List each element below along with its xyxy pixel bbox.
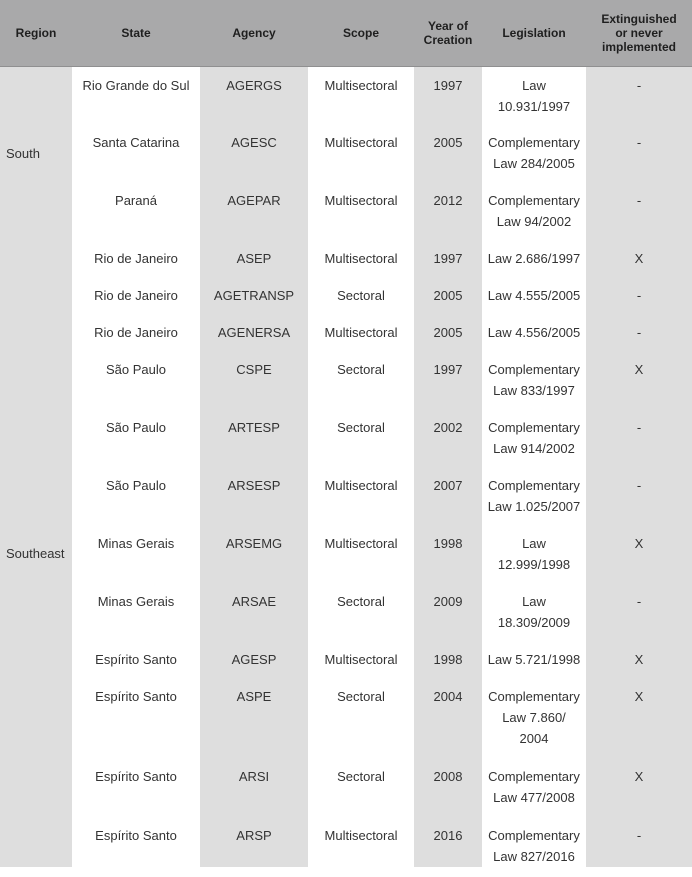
legislation-cell — [482, 66, 586, 124]
table-row — [0, 641, 692, 678]
table-body — [0, 66, 692, 867]
agency-cell: AGESP — [200, 641, 308, 678]
year-cell: 1997 — [414, 66, 482, 124]
year-cell: 2005 — [414, 124, 482, 182]
agency-cell: AGETRANSP — [200, 277, 308, 314]
year-cell: 1998 — [414, 525, 482, 583]
state-cell: São Paulo — [72, 467, 200, 525]
state-cell: Rio de Janeiro — [72, 314, 200, 351]
state-cell: Espírito Santo — [72, 641, 200, 678]
legislation-line: Complementary — [488, 478, 580, 493]
year-cell: 2005 — [414, 314, 482, 351]
scope-cell: Multisectoral — [308, 124, 414, 182]
legislation-line: 2004 — [519, 731, 549, 746]
state-cell: Santa Catarina — [72, 124, 200, 182]
extinguished-cell: - — [586, 467, 692, 525]
agency-cell: ARSI — [200, 758, 308, 817]
year-cell: 2009 — [414, 583, 482, 641]
year-cell: 2004 — [414, 678, 482, 758]
table-row — [0, 240, 692, 277]
agency-cell: ARSP — [200, 817, 308, 867]
extinguished-cell: - — [586, 277, 692, 314]
agency-cell: ARSAE — [200, 583, 308, 641]
scope-cell: Sectoral — [308, 409, 414, 467]
legislation-line: 18.309/2009 — [497, 615, 571, 630]
legislation-line: Law 4.556/2005 — [487, 325, 581, 340]
extinguished-cell: - — [586, 66, 692, 124]
header-legislation: Legislation — [482, 0, 586, 66]
scope-cell: Sectoral — [308, 351, 414, 409]
year-cell: 2012 — [414, 182, 482, 240]
extinguished-cell: - — [586, 314, 692, 351]
table-row — [0, 409, 692, 467]
header-year — [414, 0, 482, 66]
header-state: State — [72, 0, 200, 66]
scope-cell: Multisectoral — [308, 525, 414, 583]
legislation-cell — [482, 467, 586, 525]
scope-cell: Sectoral — [308, 678, 414, 758]
extinguished-cell: - — [586, 182, 692, 240]
legislation-line: Complementary — [488, 135, 580, 150]
legislation-cell — [482, 758, 586, 817]
legislation-line: Complementary — [488, 420, 580, 435]
table-header — [0, 0, 692, 66]
table-row — [0, 351, 692, 409]
state-cell: Rio de Janeiro — [72, 277, 200, 314]
table-row — [0, 182, 692, 240]
scope-cell: Sectoral — [308, 583, 414, 641]
table-row — [0, 525, 692, 583]
header-year-line1: Year of — [427, 18, 469, 33]
legislation-cell — [482, 124, 586, 182]
agency-cell: AGESC — [200, 124, 308, 182]
agency-cell: CSPE — [200, 351, 308, 409]
legislation-line: Complementary — [488, 689, 580, 704]
agency-cell: ARSEMG — [200, 525, 308, 583]
table-row — [0, 467, 692, 525]
year-cell: 2002 — [414, 409, 482, 467]
legislation-cell — [482, 525, 586, 583]
state-cell: Minas Gerais — [72, 525, 200, 583]
legislation-line: Law 914/2002 — [493, 441, 575, 456]
state-cell: São Paulo — [72, 351, 200, 409]
table-row — [0, 124, 692, 182]
extinguished-cell: - — [586, 817, 692, 867]
legislation-line: Complementary — [488, 362, 580, 377]
header-ext-line3: implemented — [601, 39, 676, 54]
scope-cell: Multisectoral — [308, 817, 414, 867]
table-row — [0, 817, 692, 867]
agency-cell: ASEP — [200, 240, 308, 277]
state-cell: Rio Grande do Sul — [72, 66, 200, 124]
extinguished-cell: - — [586, 124, 692, 182]
legislation-line: Law — [522, 536, 546, 551]
state-cell: Paraná — [72, 182, 200, 240]
table-row — [0, 678, 692, 758]
scope-cell: Multisectoral — [308, 467, 414, 525]
agency-cell: ASPE — [200, 678, 308, 758]
header-agency: Agency — [200, 0, 308, 66]
region-cell-southeast: Southeast — [0, 240, 72, 867]
agency-cell: ARSESP — [200, 467, 308, 525]
table-row — [0, 277, 692, 314]
extinguished-cell: X — [586, 351, 692, 409]
legislation-line: Complementary — [488, 769, 580, 784]
region-cell-south: South — [0, 66, 72, 240]
header-row — [0, 0, 692, 66]
legislation-line: Complementary — [488, 828, 580, 843]
table-row — [0, 758, 692, 817]
extinguished-cell: - — [586, 409, 692, 467]
legislation-line: Law 4.555/2005 — [487, 288, 581, 303]
legislation-line: Law 477/2008 — [493, 790, 575, 805]
extinguished-cell: X — [586, 678, 692, 758]
table-row — [0, 583, 692, 641]
year-cell: 1997 — [414, 240, 482, 277]
legislation-line: Law 827/2016 — [493, 849, 575, 864]
legislation-line: Complementary — [488, 193, 580, 208]
table-row — [0, 314, 692, 351]
state-cell: Espírito Santo — [72, 678, 200, 758]
legislation-line: 12.999/1998 — [497, 557, 571, 572]
table-row — [0, 66, 692, 124]
state-cell: São Paulo — [72, 409, 200, 467]
legislation-cell — [482, 314, 586, 351]
state-cell: Espírito Santo — [72, 817, 200, 867]
legislation-line: 10.931/1997 — [497, 98, 571, 114]
legislation-line: Law 5.721/1998 — [487, 652, 581, 667]
scope-cell: Multisectoral — [308, 641, 414, 678]
legislation-line: Law 94/2002 — [496, 214, 572, 229]
state-cell: Minas Gerais — [72, 583, 200, 641]
legislation-cell — [482, 817, 586, 867]
legislation-cell — [482, 409, 586, 467]
legislation-cell — [482, 277, 586, 314]
header-region: Region — [0, 0, 72, 66]
legislation-cell — [482, 351, 586, 409]
legislation-cell — [482, 583, 586, 641]
legislation-line: Law 1.025/2007 — [487, 499, 581, 514]
extinguished-cell: X — [586, 758, 692, 817]
scope-cell: Multisectoral — [308, 240, 414, 277]
agency-cell: AGENERSA — [200, 314, 308, 351]
legislation-cell — [482, 240, 586, 277]
year-cell: 2016 — [414, 817, 482, 867]
legislation-cell — [482, 641, 586, 678]
header-extinguished — [586, 0, 692, 66]
scope-cell: Sectoral — [308, 277, 414, 314]
scope-cell: Multisectoral — [308, 66, 414, 124]
scope-cell: Multisectoral — [308, 182, 414, 240]
extinguished-cell: X — [586, 240, 692, 277]
extinguished-cell: X — [586, 641, 692, 678]
legislation-line: Law 833/1997 — [493, 383, 575, 398]
scope-cell: Sectoral — [308, 758, 414, 817]
agency-cell: ARTESP — [200, 409, 308, 467]
legislation-line: Law 284/2005 — [493, 156, 575, 171]
legislation-line: Law 2.686/1997 — [487, 251, 581, 266]
extinguished-cell: X — [586, 525, 692, 583]
agency-cell: AGEPAR — [200, 182, 308, 240]
year-cell: 2008 — [414, 758, 482, 817]
state-cell: Espírito Santo — [72, 758, 200, 817]
header-ext-line2: or never — [615, 25, 663, 40]
header-scope: Scope — [308, 0, 414, 66]
agency-cell: AGERGS — [200, 66, 308, 124]
extinguished-cell: - — [586, 583, 692, 641]
legislation-line: Law — [522, 594, 546, 609]
header-year-line2: Creation — [423, 32, 473, 47]
header-ext-line1: Extinguished — [601, 11, 677, 26]
year-cell: 2005 — [414, 277, 482, 314]
state-cell: Rio de Janeiro — [72, 240, 200, 277]
scope-cell: Multisectoral — [308, 314, 414, 351]
legislation-line: Law 7.860/ — [502, 710, 566, 725]
year-cell: 2007 — [414, 467, 482, 525]
legislation-cell — [482, 678, 586, 758]
year-cell: 1997 — [414, 351, 482, 409]
legislation-cell — [482, 182, 586, 240]
legislation-line: Law — [522, 77, 546, 93]
year-cell: 1998 — [414, 641, 482, 678]
